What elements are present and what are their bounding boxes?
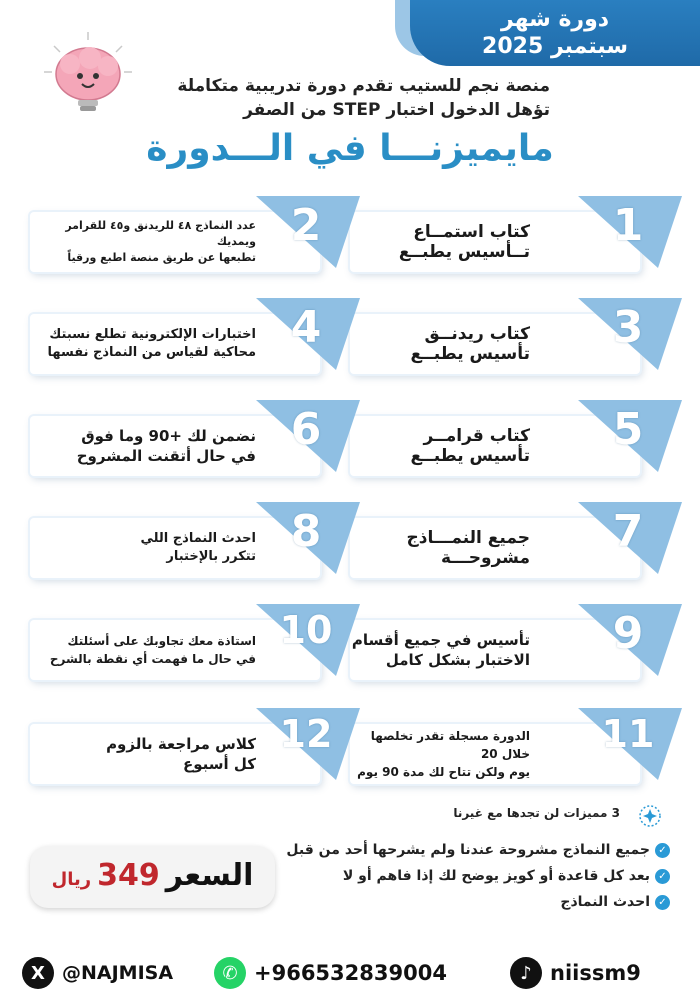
card-7-line-1: جميع النمـــاذج (406, 528, 530, 548)
card-8-line-2: تتكرر بالإختبار (166, 549, 256, 564)
card-12-number: 12 (279, 712, 333, 756)
price-currency: ريال (51, 869, 92, 890)
card-8-number: 8 (290, 506, 322, 557)
card-3-line-1: كتاب ريدنــق (424, 324, 530, 344)
banner-line-1: دورة شهر (500, 7, 610, 32)
card-9-line-2: الاختبار بشكل كامل (385, 651, 530, 669)
check-icon: ✓ (655, 869, 670, 884)
price-label: السعر (165, 858, 254, 893)
banner-line-2: سبتمبر 2025 (482, 34, 628, 59)
card-6-line-1: نضمن لك +90 وما فوق (81, 427, 256, 445)
card-1-line-1: كتاب استمــاع (413, 222, 530, 242)
card-1-number: 1 (612, 200, 644, 251)
subtitle-line-2: تؤهل الدخول اختبار STEP من الصفر (243, 100, 550, 120)
card-5-number: 5 (612, 404, 644, 455)
footer-x[interactable] (22, 955, 192, 991)
check-icon: ✓ (655, 895, 670, 910)
card-12-line-1: كلاس مراجعة بالزوم (106, 735, 256, 753)
tiktok-handle: niissm9 (550, 961, 641, 985)
card-11-line-1: الدورة مسجلة تقدر تخلصها خلال 20 (370, 729, 530, 761)
card-11-line-2: يوم ولكن تتاح لك مدة 90 يوم (357, 765, 530, 779)
card-3-number: 3 (612, 302, 644, 353)
page-title: مايميزنـــا في الـــدورة (146, 128, 554, 169)
footer-whatsapp[interactable] (214, 955, 484, 991)
card-2-number: 2 (290, 200, 322, 251)
card-1-line-2: تــأسيس يطبــع (398, 242, 530, 262)
tiktok-icon: ♪ (510, 957, 542, 989)
card-2-line-2: تطبعها عن طريق منصة اطبع ورقياً (67, 251, 256, 264)
card-10-line-1: استاذة معك تجاوبك على أسئلتك (67, 634, 256, 648)
card-2-line-1: عدد النماذج ٤٨ للريدنق و٤٥ للقرامر ويمديك (65, 219, 256, 248)
footer-tiktok[interactable] (510, 955, 690, 991)
feature-item-1-text: جميع النماذج مشروحة عندنا ولم يشرحها أحد من قبل (286, 842, 650, 858)
feature-item-3-text: احدث النماذج (560, 894, 650, 910)
card-4-line-1: اختبارات الإلكترونية تطلع نسبتك (49, 327, 256, 342)
price-value: 349 (97, 858, 160, 893)
card-9-number: 9 (612, 608, 644, 659)
brain-bulb-icon (40, 28, 136, 124)
card-5-line-1: كتاب قرامــر (423, 426, 530, 446)
card-5-line-2: تأسيس يطبــع (410, 446, 530, 466)
x-logo-icon: X (22, 957, 54, 989)
card-4-line-2: محاكية لقياس من النماذج نفسها (47, 345, 256, 360)
check-icon: ✓ (655, 843, 670, 858)
course-month-banner (410, 0, 700, 66)
subtitle (150, 74, 550, 122)
card-10-line-2: في حال ما فهمت أي نقطة بالشرح (49, 652, 256, 666)
card-3-line-2: تأسيس يطبــع (410, 344, 530, 364)
sparkle-badge-icon (638, 804, 662, 828)
card-8-line-1: احدث النماذج اللي (140, 531, 256, 546)
card-6-number: 6 (290, 404, 322, 455)
whatsapp-icon: ✆ (214, 957, 246, 989)
card-10-number: 10 (279, 608, 333, 652)
whatsapp-number: +966532839004 (254, 961, 447, 985)
card-4-number: 4 (290, 302, 322, 353)
price-box (30, 846, 275, 908)
card-7-line-2: مشروحـــة (441, 548, 530, 568)
subtitle-line-1: منصة نجم للستيب تقدم دورة تدريبية متكاملة (177, 76, 550, 96)
card-12-line-2: كل أسبوع (182, 755, 256, 773)
card-9-line-1: تأسيس في جميع أقسام (351, 631, 530, 649)
card-6-line-2: في حال أتقنت المشروح (76, 447, 256, 465)
card-7-number: 7 (612, 506, 644, 557)
feature-item-2-text: بعد كل قاعدة أو كويز يوضح لك إذا فاهم أو لا (342, 868, 650, 884)
card-11-number: 11 (601, 712, 655, 756)
x-handle: @NAJMISA (62, 962, 174, 984)
features-heading: 3 مميزات لن تجدها مع غيرنا (453, 806, 620, 820)
